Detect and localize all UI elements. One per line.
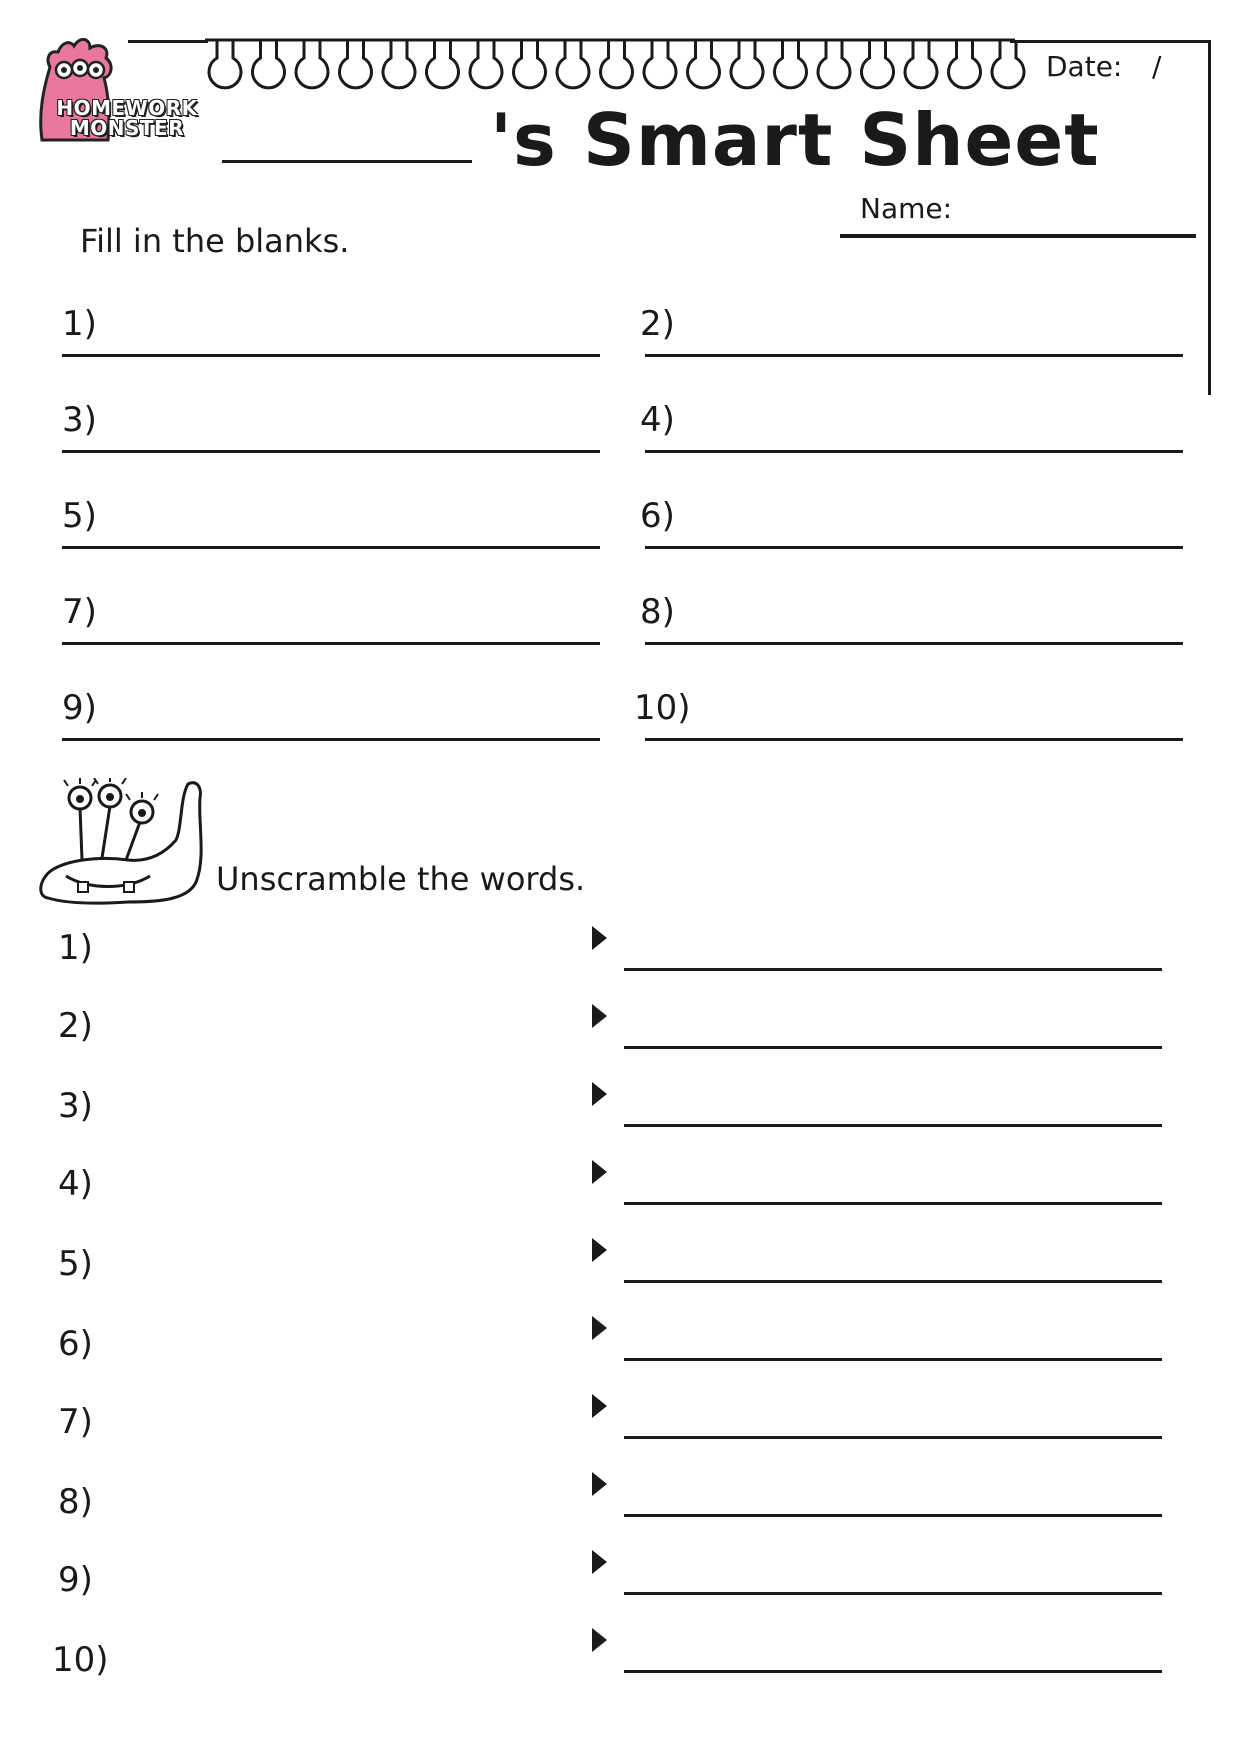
play-arrow-icon — [592, 1394, 607, 1418]
name-label: Name: — [860, 192, 953, 225]
logo-text-line1: HOMEWORK — [56, 96, 198, 120]
spiral-binding — [205, 36, 1045, 96]
unscramble-item-number: 2) — [58, 1006, 93, 1046]
fill-item-number: 8) — [640, 592, 675, 632]
unscramble-answer-line[interactable] — [624, 968, 1162, 971]
unscramble-answer-line[interactable] — [624, 1670, 1162, 1673]
fill-item-number: 1) — [62, 304, 97, 344]
date-label: Date: — [1046, 50, 1123, 83]
unscramble-answer-line[interactable] — [624, 1124, 1162, 1127]
fill-item-number: 2) — [640, 304, 675, 344]
play-arrow-icon — [592, 1082, 607, 1106]
spiral-ring — [514, 40, 546, 88]
unscramble-answer-line[interactable] — [624, 1280, 1162, 1283]
fill-answer-line[interactable] — [62, 738, 600, 741]
student-name-blank[interactable] — [222, 160, 472, 163]
spiral-ring — [601, 40, 633, 88]
unscramble-answer-line[interactable] — [624, 1202, 1162, 1205]
spiral-ring — [688, 40, 720, 88]
unscramble-instruction: Unscramble the words. — [216, 860, 586, 898]
unscramble-item-number: 5) — [58, 1244, 93, 1284]
three-eyed-monster — [38, 778, 210, 908]
play-arrow-icon — [592, 1628, 607, 1652]
unscramble-answer-line[interactable] — [624, 1514, 1162, 1517]
fill-answer-line[interactable] — [62, 450, 600, 453]
spiral-ring — [340, 40, 372, 88]
fill-item-number: 6) — [640, 496, 675, 536]
spiral-ring — [644, 40, 676, 88]
fill-blanks-instruction: Fill in the blanks. — [80, 222, 350, 260]
unscramble-item-number: 7) — [58, 1402, 93, 1442]
unscramble-item-number: 4) — [58, 1164, 93, 1204]
unscramble-item-number: 10) — [52, 1640, 109, 1680]
unscramble-answer-line[interactable] — [624, 1358, 1162, 1361]
play-arrow-icon — [592, 1316, 607, 1340]
unscramble-answer-line[interactable] — [624, 1046, 1162, 1049]
unscramble-answer-line[interactable] — [624, 1436, 1162, 1439]
unscramble-item-number: 3) — [58, 1086, 93, 1126]
header-frame-top-left — [128, 40, 208, 43]
logo-text-line2: MONSTER — [69, 116, 185, 140]
fill-answer-line[interactable] — [645, 546, 1183, 549]
fill-item-number: 9) — [62, 688, 97, 728]
logo-text — [52, 98, 202, 138]
play-arrow-icon — [592, 1160, 607, 1184]
unscramble-item-number: 9) — [58, 1560, 93, 1600]
spiral-ring — [253, 40, 285, 88]
unscramble-item-number: 6) — [58, 1324, 93, 1364]
fill-answer-line[interactable] — [645, 738, 1183, 741]
fill-answer-line[interactable] — [645, 450, 1183, 453]
play-arrow-icon — [592, 1004, 607, 1028]
page-title: 's Smart Sheet — [490, 98, 1100, 182]
spiral-ring — [862, 40, 894, 88]
fill-answer-line[interactable] — [62, 354, 600, 357]
spiral-ring — [209, 40, 241, 88]
fill-item-number: 7) — [62, 592, 97, 632]
unscramble-item-number: 1) — [58, 928, 93, 968]
spiral-ring — [557, 40, 589, 88]
fill-answer-line[interactable] — [62, 546, 600, 549]
spiral-ring — [296, 40, 328, 88]
play-arrow-icon — [592, 1472, 607, 1496]
fill-item-number: 4) — [640, 400, 675, 440]
fill-item-number: 5) — [62, 496, 97, 536]
play-arrow-icon — [592, 1550, 607, 1574]
unscramble-answer-line[interactable] — [624, 1592, 1162, 1595]
play-arrow-icon — [592, 1238, 607, 1262]
unscramble-item-number: 8) — [58, 1482, 93, 1522]
spiral-ring — [948, 40, 980, 88]
three-eyed-monster-icon — [38, 778, 210, 908]
spiral-ring — [818, 40, 850, 88]
fill-answer-line[interactable] — [645, 354, 1183, 357]
play-arrow-icon — [592, 926, 607, 950]
spiral-ring — [775, 40, 807, 88]
spiral-ring — [427, 40, 459, 88]
homework-monster-logo — [30, 32, 200, 147]
fill-answer-line[interactable] — [62, 642, 600, 645]
spiral-ring — [731, 40, 763, 88]
spiral-ring — [383, 40, 415, 88]
fill-answer-line[interactable] — [645, 642, 1183, 645]
date-separator: / — [1152, 50, 1162, 83]
fill-item-number: 3) — [62, 400, 97, 440]
name-field[interactable] — [840, 234, 1196, 238]
spiral-binding-icon — [205, 36, 1045, 96]
fill-item-number: 10) — [634, 688, 691, 728]
spiral-ring — [905, 40, 937, 88]
spiral-ring — [470, 40, 502, 88]
spiral-ring — [992, 40, 1024, 88]
header-frame-right — [1208, 40, 1211, 395]
